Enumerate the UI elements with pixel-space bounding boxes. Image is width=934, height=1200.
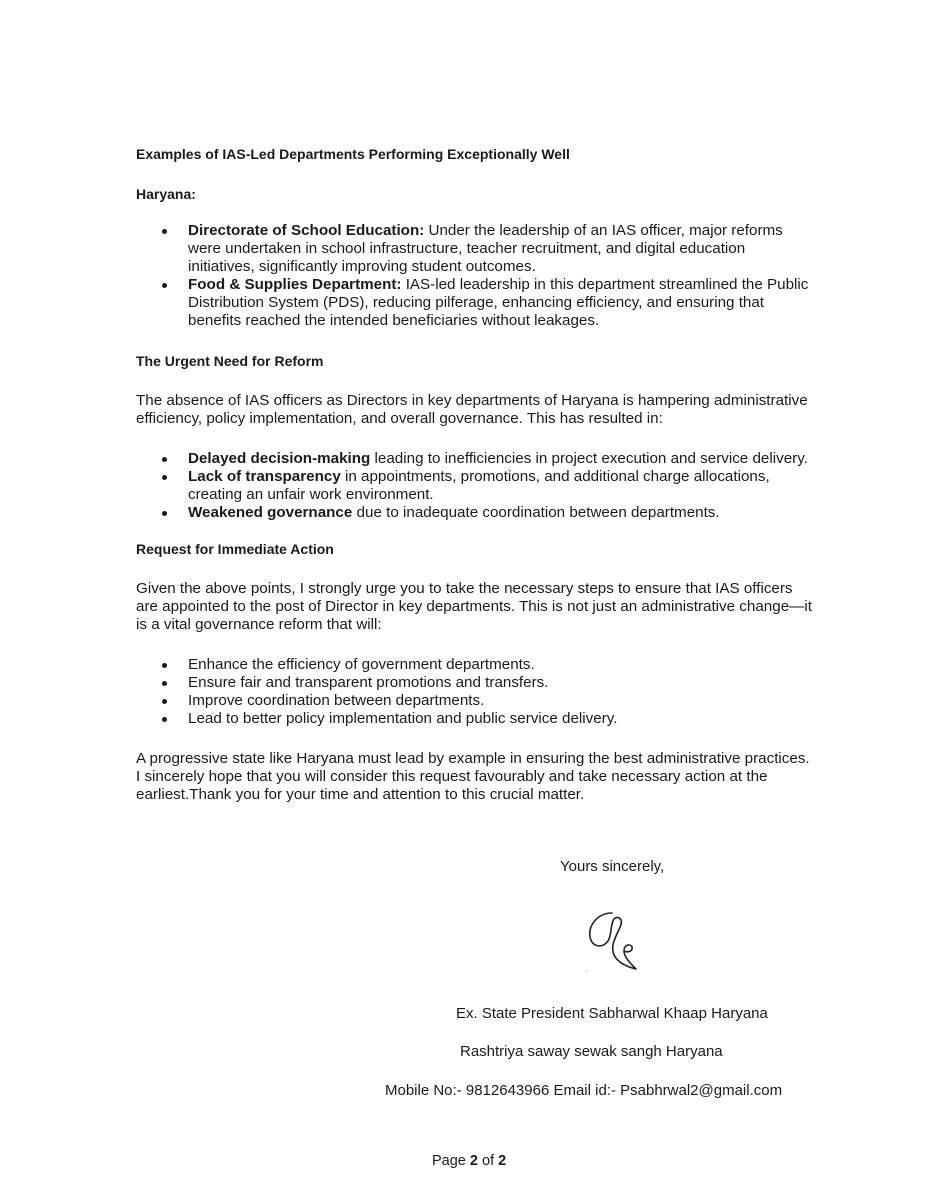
list-item: Lead to better policy implementation and public service delivery.: [188, 710, 816, 728]
action-heading: Request for Immediate Action: [136, 541, 334, 557]
contact-details: Mobile No:- 9812643966 Email id:- Psabhrwal2@gmail.com: [385, 1082, 783, 1099]
page-current: 2: [469, 1153, 478, 1169]
signatory-title: Ex. State President Sabharwal Khaap Haryana: [456, 1005, 768, 1022]
list-item: [188, 504, 816, 522]
signatory-organization: Rashtriya saway sewak sangh Haryana: [460, 1043, 723, 1060]
action-paragraph: Given the above points, I strongly urge you to take the necessary steps to ensure that IAS officers are appointed to the post of Director in key departments. This is not just an administrative change—it is a vital governance reform that will:: [136, 580, 812, 633]
page-total: 2: [498, 1153, 507, 1169]
page-number: [432, 1152, 506, 1170]
list-item: [188, 222, 816, 276]
page-label: Page: [432, 1153, 466, 1169]
point-text: due to inadequate coordination between departments.: [352, 504, 720, 521]
list-item: [188, 450, 816, 468]
action-points-list: [136, 656, 816, 728]
point-text: leading to inefficiencies in project execution and service delivery.: [370, 450, 808, 467]
closing-paragraph: A progressive state like Haryana must lead by example in ensuring the best administrative practices. I sincerely hope that you will consider this request favourably and take necessary action at the earliest.Thank you for your time and attention to this crucial matter.: [136, 750, 810, 803]
point-text: in appointments, promotions, and additional charge allocations, creating an unfair work environment.: [188, 468, 770, 503]
point-title: Delayed decision-making: [188, 450, 371, 467]
list-item: [188, 468, 816, 504]
example-text: IAS-led leadership in this department streamlined the Public Distribution System (PDS), reducing pilferage, enhancing efficiency, and ensuring that benefits reached the intended beneficiaries without leakages.: [188, 276, 809, 329]
example-text: Under the leadership of an IAS officer, major reforms were undertaken in school infrastructure, teacher recruitment, and digital education initiatives, significantly improving student outcomes.: [188, 222, 783, 275]
list-item: Enhance the efficiency of government departments.: [188, 656, 816, 674]
examples-list: [136, 222, 816, 330]
point-title: Lack of transparency: [188, 468, 341, 485]
page-of: of: [482, 1153, 495, 1169]
reform-paragraph: The absence of IAS officers as Directors in key departments of Haryana is hampering administrative efficiency, policy implementation, and overall governance. This has resulted in:: [136, 392, 808, 427]
letter-body: [136, 145, 816, 804]
reform-heading: The Urgent Need for Reform: [136, 353, 324, 369]
list-item: Ensure fair and transparent promotions and transfers.: [188, 674, 816, 692]
handwritten-signature: [580, 905, 650, 975]
point-title: Weakened governance: [188, 504, 353, 521]
example-title: Food & Supplies Department:: [188, 276, 402, 293]
state-heading: Haryana:: [136, 186, 196, 202]
section-title: Examples of IAS-Led Departments Performing Exceptionally Well: [136, 146, 570, 162]
reform-points-list: [136, 450, 816, 522]
list-item: Improve coordination between departments.: [188, 692, 816, 710]
example-title: Directorate of School Education:: [188, 222, 425, 239]
list-item: [188, 276, 816, 330]
sign-off: Yours sincerely,: [560, 858, 665, 875]
